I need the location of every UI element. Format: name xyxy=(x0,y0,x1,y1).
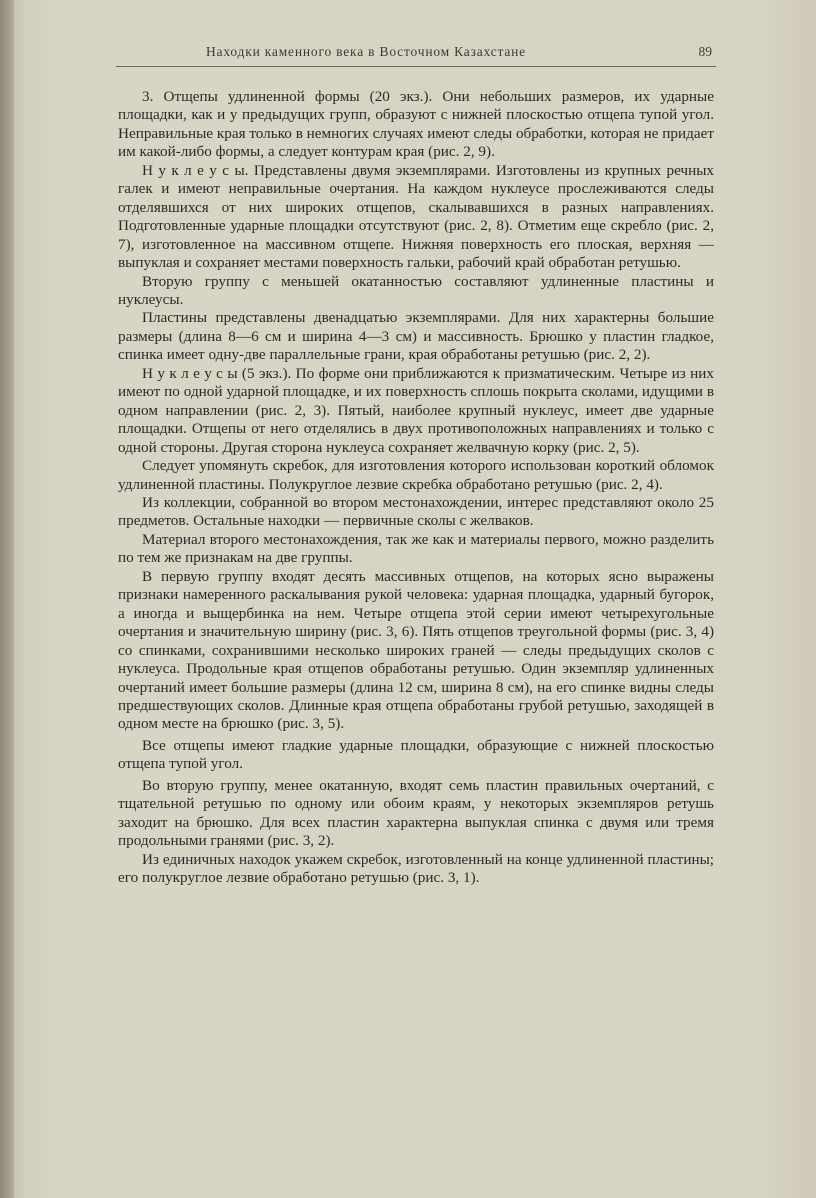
paragraph: Пластины представлены двенадцатью экземплярами. Для них характерны большие размеры (длина 8—6 см и ширина 4—3 см) и массивность. Брюшко у пластин гладкое, спинка имеет одну-две параллельные грани, края обработаны ретушью (рис. 2, 2). xyxy=(118,309,714,364)
paragraph: Следует упомянуть скребок, для изготовления которого использован короткий обломок удлиненной пластины. Полукруглое лезвие скребка обработано ретушью (рис. 2, 4). xyxy=(118,457,714,493)
running-header-title: Находки каменного века в Восточном Казахстане xyxy=(206,44,526,59)
paragraph: В первую группу входят десять массивных отщепов, на которых ясно выражены признаки намеренного раскалывания рукой человека: ударная площадка, ударный бугорок, а иногда и выщербинка на нем. Четыре отщепа этой серии имеют четырехугольные очертания и значительную ширину (рис. 3, 6). Пять отщепов треугольной формы (рис. 3, 4) со спинками, сохранившими несколько широких граней — следы предыдущих сколов с нуклеуса. Продольные края отщепов обработаны ретушью. Один экземпляр удлиненных очертаний имеет большие размеры (длина 12 см, ширина 8 см), на его спинке видны следы предшествующих сколов. Длинные края отщепа обработаны грубой ретушью, заходящей в одном месте на брюшко (рис. 3, 5). xyxy=(118,567,714,733)
paragraph: 3. Отщепы удлиненной формы (20 экз.). Они небольших размеров, их ударные площадки, как и у предыдущих групп, образуют с нижней плоскостью отщепа тупой угол. Неправильные края только в немногих случаях имеют следы обработки, которая не придает им какой-либо формы, а следует контурам края (рис. 2, 9). xyxy=(118,88,714,161)
page-number: 89 xyxy=(698,44,712,59)
paragraph: Из коллекции, собранной во втором местонахождении, интерес представляют около 25 предметов. Остальные находки — первичные сколы с желваков. xyxy=(118,493,714,530)
paragraph: Материал второго местонахождения, так же как и материалы первого, можно разделить по тем же признакам на две группы. xyxy=(118,530,714,567)
paragraph: Из единичных находок укажем скребок, изготовленный на конце удлиненной пластины; его полукруглое лезвие обработано ретушью (рис. 3, 1). xyxy=(118,850,714,887)
paragraph: Во вторую группу, менее окатанную, входят семь пластин правильных очертаний, с тщательной ретушью по одному или обоим краям, у некоторых экземпляров ретушь заходит на брюшко. Для всех пластин характерна выпуклая спинка с двумя или тремя продольными гранями (рис. 3, 2). xyxy=(118,776,714,850)
paragraph: Н у к л е у с ы. Представлены двумя экземплярами. Изготовлены из крупных речных галек и имеют неправильные очертания. На каждом нуклеусе прослеживаются следы отделявшихся от них широких отщепов, скалывавшихся в разных направлениях. Подготовленные ударные площадки отсутствуют (рис. 2, 8). Отметим еще скребло (рис. 2, 7), изготовленное на массивном отщепе. Нижняя поверхность его плоская, верхняя — выпуклая и сохраняет местами поверхность гальки, рабочий край обработан ретушью. xyxy=(118,161,714,272)
running-header xyxy=(116,36,716,67)
paragraph: Н у к л е у с ы (5 экз.). По форме они приближаются к призматическим. Четыре из них имеют по одной ударной площадке, и их поверхность сплошь покрыта сколами, идущими в одном направлении (рис. 2, 3). Пятый, наиболее крупный нуклеус, имеет две ударные площадки. Отщепы от него отделялись в двух противоположных направлениях и только с одной стороны. Другая сторона нуклеуса сохраняет желвачную корку (рис. 2, 5). xyxy=(118,364,714,456)
paragraph: Все отщепы имеют гладкие ударные площадки, образующие с нижней плоскостью отщепа тупой угол. xyxy=(118,736,714,773)
page-binding-edge xyxy=(0,0,14,1198)
body-text xyxy=(118,88,714,887)
paragraph: Вторую группу с меньшей окатанностью составляют удлиненные пластины и нуклеусы. xyxy=(118,272,714,308)
